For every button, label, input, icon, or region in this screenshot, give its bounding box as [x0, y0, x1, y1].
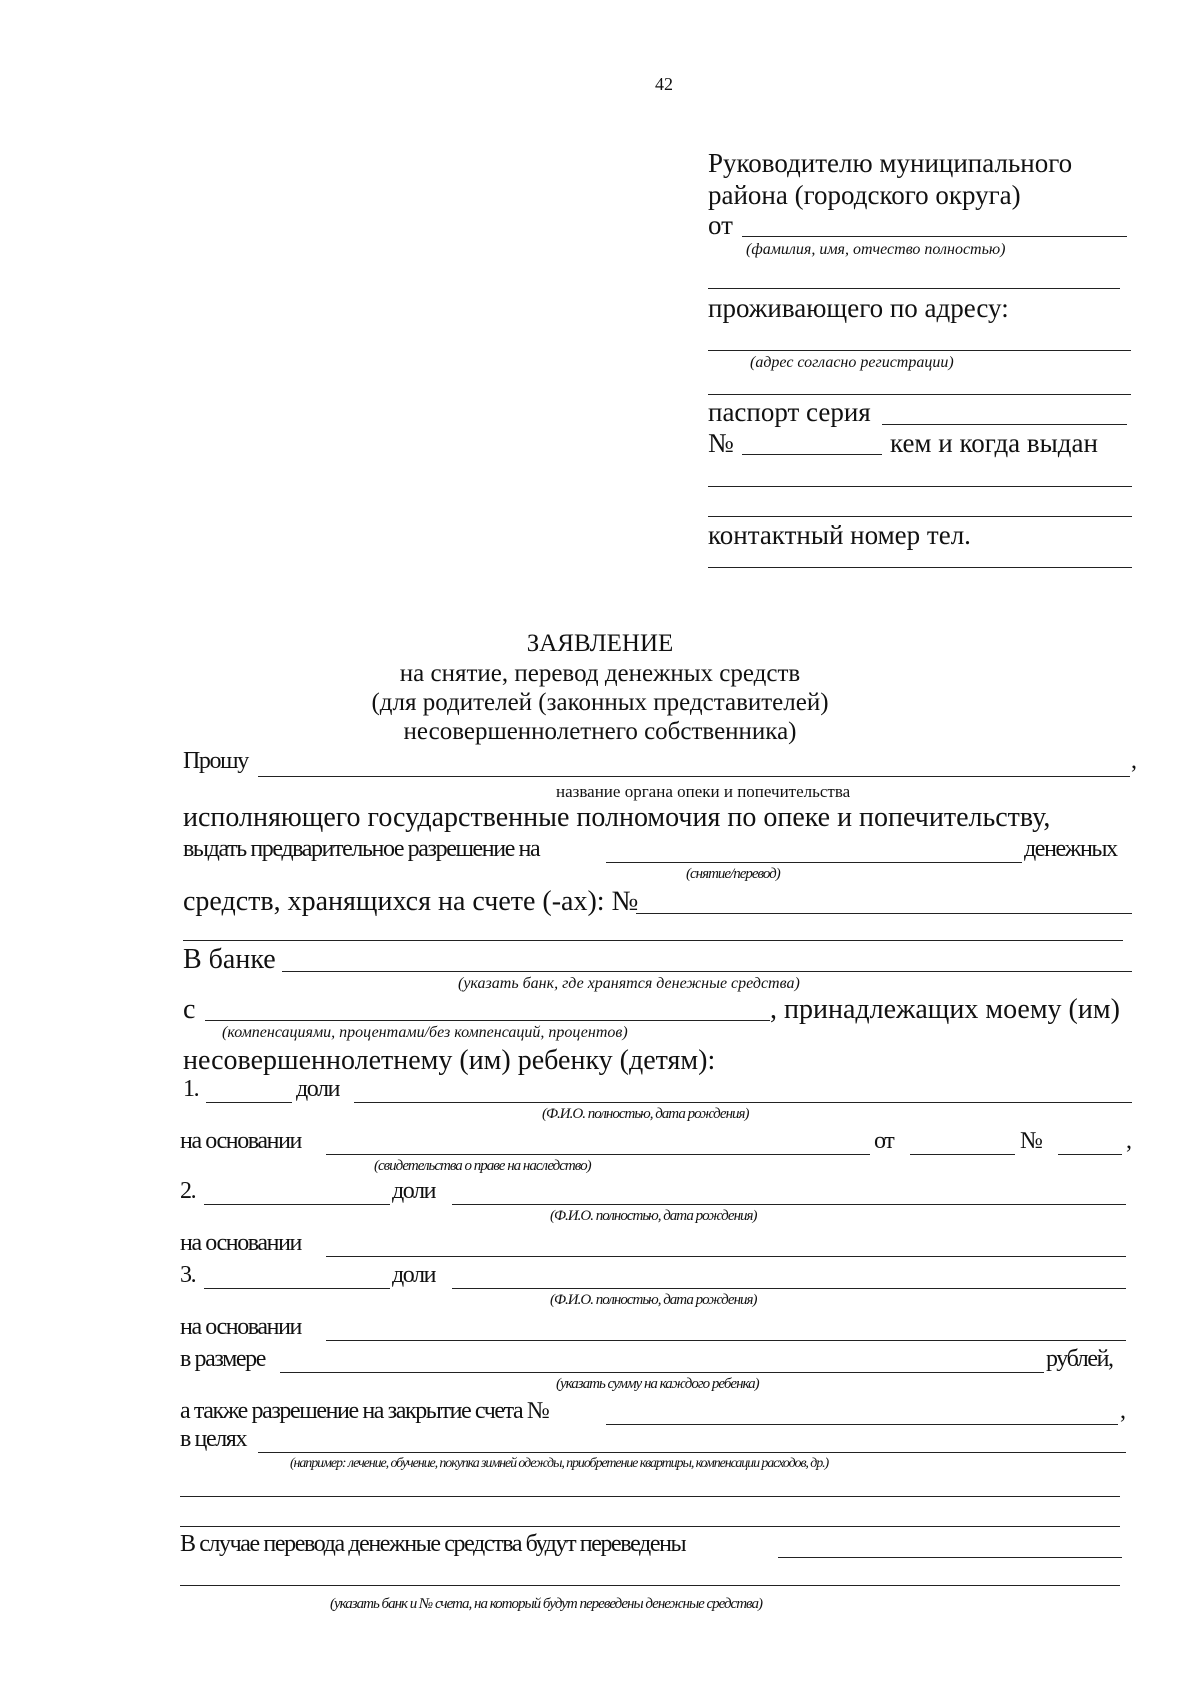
item-1-basis-field[interactable]	[326, 1154, 870, 1155]
transfer-text: В случае перевода денежные средства будут переведены	[180, 1531, 686, 1557]
transfer-caption: (указать банк и № счета, на который будут переведены денежные средства)	[330, 1596, 762, 1612]
in-bank-label: В банке	[183, 944, 276, 975]
transfer-field[interactable]	[778, 1557, 1122, 1558]
item-1-date-field[interactable]	[910, 1154, 1015, 1155]
purpose-label: в целях	[180, 1426, 247, 1452]
phone-field[interactable]	[708, 567, 1132, 568]
amount-field[interactable]	[280, 1372, 1044, 1373]
purpose-field-2[interactable]	[180, 1496, 1120, 1497]
purpose-field[interactable]	[258, 1452, 1126, 1453]
account-number-field-2[interactable]	[183, 940, 1123, 941]
item-2-fio-field[interactable]	[452, 1204, 1126, 1205]
item-1-basis-label: на основании	[180, 1128, 301, 1154]
executing-text: исполняющего государственные полномочия по опеке и попечительству,	[183, 802, 1051, 833]
compensation-field[interactable]	[205, 1020, 770, 1021]
item-3-basis-label: на основании	[180, 1314, 301, 1340]
amount-caption: (указать сумму на каждого ребенка)	[556, 1376, 759, 1392]
funds-stored-text: средств, хранящихся на счете (-ах): №	[183, 886, 639, 917]
purpose-caption: (например: лечение, обучение, покупка зимней одежды, приобретение квартиры, компенсации расходов, др.)	[290, 1456, 829, 1471]
item-2-shares-label: доли	[392, 1178, 436, 1204]
item-1-label: 1.	[183, 1076, 199, 1102]
child-text: несовершеннолетнему (им) ребенку (детям):	[183, 1045, 716, 1076]
item-1-shares-label: доли	[296, 1076, 340, 1102]
ask-label: Прошу	[183, 748, 248, 774]
passport-series-field[interactable]	[882, 424, 1127, 425]
bank-caption: (указать банк, где хранятся денежные средства)	[458, 975, 800, 992]
address-caption: (адрес согласно регистрации)	[750, 354, 954, 371]
title-line-2: на снятие, перевод денежных средств	[399, 660, 801, 687]
title-line-4: несовершеннолетнего собственника)	[403, 718, 797, 745]
address-label: проживающего по адресу:	[708, 293, 1009, 323]
title-main: ЗАЯВЛЕНИЕ	[526, 630, 674, 657]
item-1-number-field[interactable]	[1058, 1154, 1122, 1155]
item-1-comma: ,	[1126, 1128, 1131, 1154]
issued-by-field[interactable]	[708, 486, 1132, 487]
item-2-label: 2.	[180, 1178, 196, 1204]
comma: ,	[1131, 748, 1136, 774]
close-account-comma: ,	[1120, 1398, 1125, 1424]
rubles-label: рублей,	[1046, 1346, 1113, 1372]
item-3-label: 3.	[180, 1262, 196, 1288]
item-3-shares-label: доли	[392, 1262, 436, 1288]
account-number-field[interactable]	[636, 913, 1132, 914]
phone-label: контактный номер тел.	[708, 520, 971, 550]
item-2-basis-label: на основании	[180, 1230, 301, 1256]
certificate-caption: (свидетельства о праве на наследство)	[374, 1158, 591, 1174]
full-name-field-2[interactable]	[708, 288, 1120, 289]
compensation-caption: (компенсациями, процентами/без компенсаций, процентов)	[222, 1024, 628, 1041]
bank-field[interactable]	[282, 971, 1132, 972]
address-field-2[interactable]	[708, 394, 1131, 395]
item-3-basis-field[interactable]	[326, 1340, 1126, 1341]
item-3-fio-caption: (Ф.И.О. полностью, дата рождения)	[550, 1292, 757, 1308]
belonging-text: , принадлежащих моему (им)	[770, 994, 1120, 1025]
passport-series-label: паспорт серия	[708, 397, 871, 427]
item-1-share-field[interactable]	[206, 1102, 292, 1103]
purpose-field-3[interactable]	[180, 1526, 1120, 1527]
close-account-field[interactable]	[606, 1424, 1118, 1425]
item-3-fio-field[interactable]	[452, 1288, 1126, 1289]
address-field[interactable]	[708, 350, 1131, 351]
transfer-field-2[interactable]	[180, 1585, 1120, 1586]
item-1-from-label: от	[874, 1128, 894, 1154]
addressee-line-2: района (городского округа)	[708, 180, 1021, 210]
addressee-line-1: Руководителю муниципального	[708, 148, 1073, 178]
passport-number-sign: №	[708, 428, 734, 458]
title-line-3: (для родителей (законных представителей)	[371, 689, 829, 716]
amount-label: в размере	[180, 1346, 266, 1372]
full-name-field[interactable]	[742, 236, 1127, 237]
issued-by-label: кем и когда выдан	[890, 428, 1098, 458]
item-2-fio-caption: (Ф.И.О. полностью, дата рождения)	[550, 1208, 757, 1224]
close-account-text: а также разрешение на закрытие счета №	[180, 1398, 549, 1424]
page-number: 42	[655, 74, 673, 94]
full-name-caption: (фамилия, имя, отчество полностью)	[746, 241, 1006, 258]
with-label: с	[183, 994, 196, 1025]
item-1-number-sign: №	[1020, 1128, 1042, 1154]
withdraw-caption: (снятие/перевод)	[686, 866, 780, 882]
withdraw-transfer-field[interactable]	[606, 862, 1022, 863]
item-1-fio-caption: (Ф.И.О. полностью, дата рождения)	[542, 1106, 749, 1122]
issued-by-field-2[interactable]	[708, 516, 1132, 517]
organ-caption: название органа опеки и попечительства	[556, 782, 851, 801]
funds-word: денежных	[1024, 836, 1117, 862]
item-1-fio-field[interactable]	[354, 1102, 1132, 1103]
item-2-basis-field[interactable]	[326, 1256, 1126, 1257]
item-2-share-field[interactable]	[204, 1204, 390, 1205]
from-label: от	[708, 210, 733, 240]
passport-number-field[interactable]	[742, 454, 882, 455]
guardianship-organ-field[interactable]	[258, 776, 1130, 777]
issue-permit-text: выдать предварительное разрешение на	[183, 836, 540, 862]
item-3-share-field[interactable]	[204, 1288, 390, 1289]
